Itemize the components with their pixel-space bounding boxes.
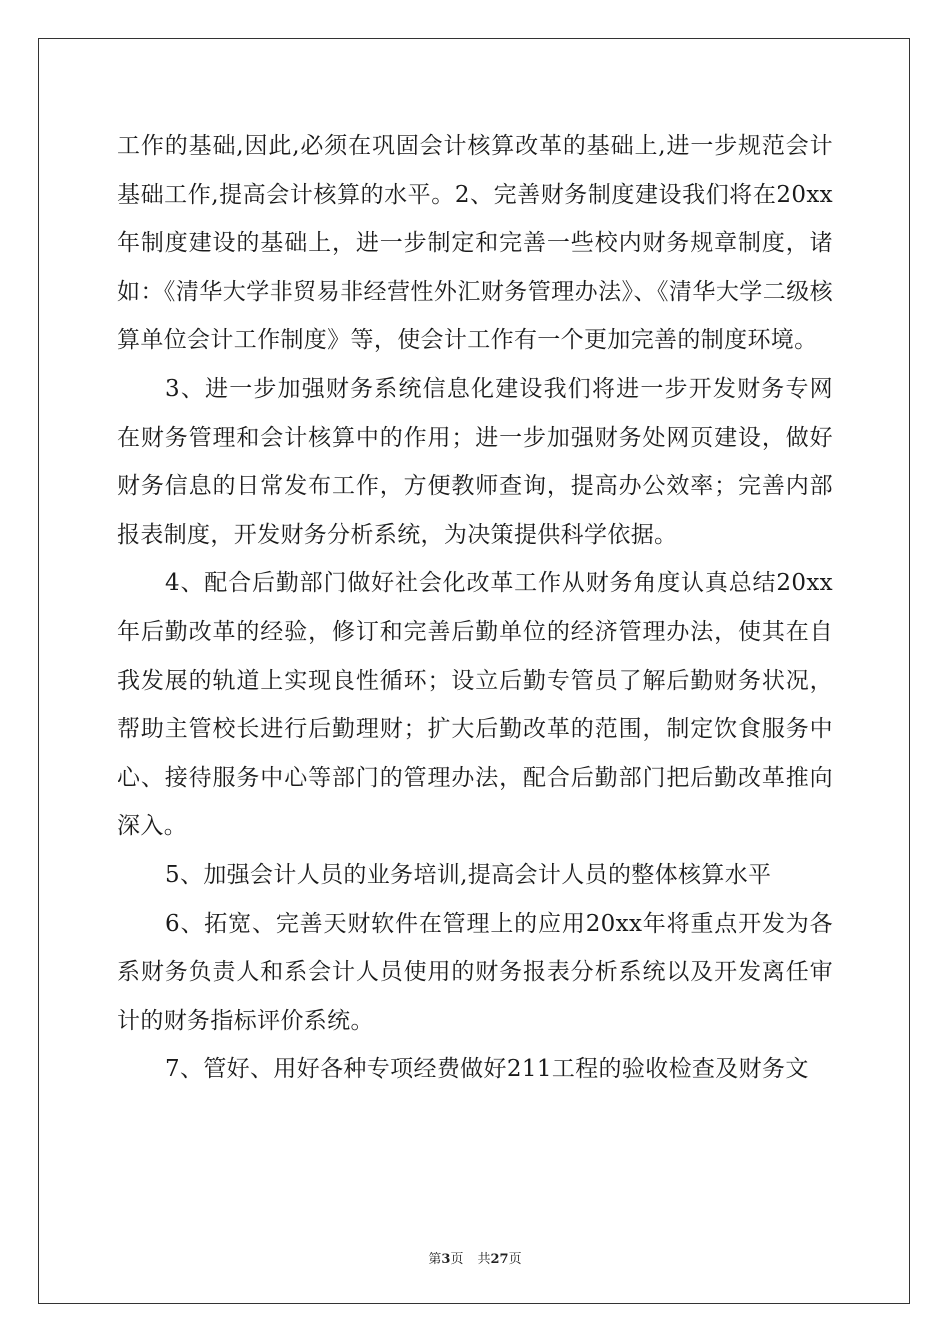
paragraph-1: 工作的基础,因此,必须在巩固会计核算改革的基础上,进一步规范会计基础工作,提高会计核算的水平。2、完善财务制度建设我们将在20xx年制度建设的基础上，进一步制定和完善一些校内财务规章制度，诸如：《清华大学非贸易非经营性外汇财务管理办法》、《清华大学二级核算单位会计工作制度》等，使会计工作有一个更加完善的制度环境。	[117, 133, 833, 354]
paragraph-2: 3、进一步加强财务系统信息化建设我们将进一步开发财务专网在财务管理和会计核算中的作用；进一步加强财务处网页建设，做好财务信息的日常发布工作，方便教师查询，提高办公效率；完善内部报表制度，开发财务分析系统，为决策提供科学依据。	[117, 375, 833, 548]
paragraph-4: 5、加强会计人员的业务培训,提高会计人员的整体核算水平	[165, 861, 772, 888]
page-prefix: 第	[428, 1252, 442, 1267]
total-suffix: 页	[508, 1252, 522, 1267]
paragraph-6: 7、管好、用好各种专项经费做好211工程的验收检查及财务文	[165, 1056, 809, 1083]
page-number: 3	[441, 1252, 451, 1267]
page-suffix: 页	[450, 1252, 464, 1267]
paragraph-3: 4、配合后勤部门做好社会化改革工作从财务角度认真总结20xx年后勤改革的经验，修订和完善后勤单位的经济管理办法，使其在自我发展的轨道上实现良性循环；设立后勤专管员了解后勤财务状况，帮助主管校长进行后勤理财；扩大后勤改革的范围，制定饮食服务中心、接待服务中心等部门的管理办法，配合后勤部门把后勤改革推向深入。	[117, 570, 833, 840]
total-pages: 27	[490, 1252, 509, 1267]
document-body	[117, 122, 833, 1094]
page-footer	[0, 1248, 950, 1267]
paragraph-5: 6、拓宽、完善天财软件在管理上的应用20xx年将重点开发为各系财务负责人和系会计人员使用的财务报表分析系统以及开发离任审计的财务指标评价系统。	[117, 910, 833, 1034]
total-prefix: 共	[477, 1252, 491, 1267]
